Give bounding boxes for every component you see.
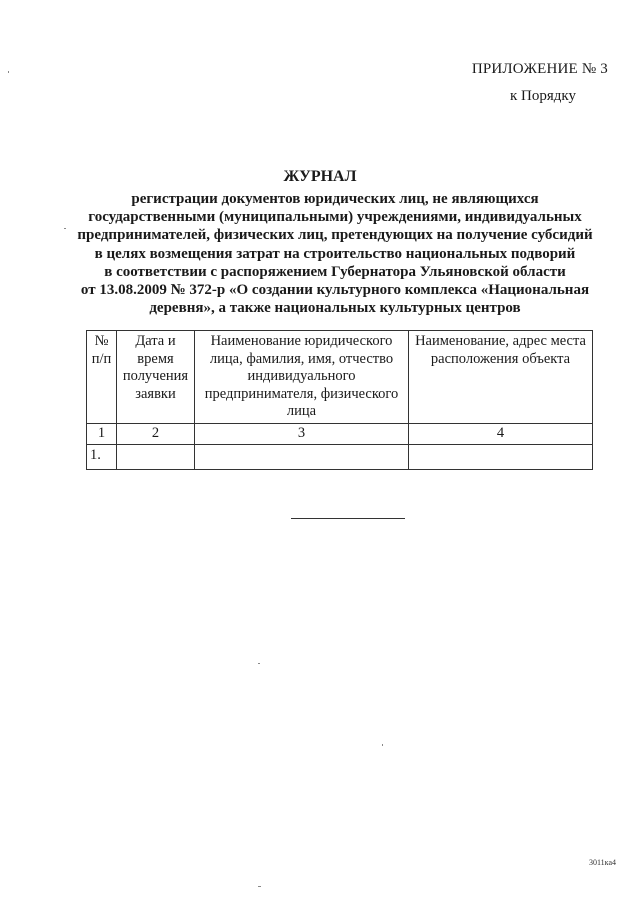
separator-line: [291, 518, 405, 519]
subtitle-line: деревня», а также национальных культурных центров: [149, 300, 521, 317]
to-order-label: к Порядку: [510, 88, 576, 104]
appendix-label: ПРИЛОЖЕНИЕ № 3: [471, 61, 608, 77]
journal-table: [86, 330, 593, 470]
subtitle-line: от 13.08.2009 № 372-р «О создании культурного комплекса «Национальная: [80, 282, 590, 299]
table-header-row: [87, 331, 593, 424]
table-row: [87, 444, 593, 469]
header-cell-date: Дата и время получения заявки: [117, 331, 195, 424]
table-cell: [195, 444, 409, 469]
table-cell: [409, 444, 593, 469]
column-number-cell: 1: [87, 423, 117, 444]
header-cell-object: Наименование, адрес места расположения объекта: [409, 331, 593, 424]
header-cell-number: № п/п: [87, 331, 117, 424]
document-code: 3011ка4: [588, 858, 616, 867]
subtitle-line: в соответствии с распоряжением Губернатора Ульяновской области: [104, 263, 566, 280]
subtitle-line: предпринимателей, физических лиц, претендующих на получение субсидий: [77, 227, 593, 244]
scan-speck: [258, 886, 261, 887]
header-cell-applicant: Наименование юридического лица, фамилия, имя, отчество индивидуального предпринимателя, физического лица: [195, 331, 409, 424]
scan-speck: [258, 663, 260, 664]
subtitle-line: государственными (муниципальными) учреждениями, индивидуальных: [88, 209, 582, 226]
table-cell: 1.: [87, 444, 117, 469]
column-number-row: [87, 423, 593, 444]
column-number-cell: 3: [195, 423, 409, 444]
subtitle-line: регистрации документов юридических лиц, не являющихся: [131, 191, 539, 207]
document-title: ЖУРНАЛ: [283, 168, 357, 185]
subtitle-line: в целях возмещения затрат на строительство национальных подворий: [94, 245, 576, 262]
document-subtitle: [70, 190, 600, 317]
scan-speck: [8, 71, 9, 73]
column-number-cell: 2: [117, 423, 195, 444]
scan-speck: [64, 228, 66, 229]
column-number-cell: 4: [409, 423, 593, 444]
scan-speck: [382, 744, 383, 746]
table-cell: [117, 444, 195, 469]
